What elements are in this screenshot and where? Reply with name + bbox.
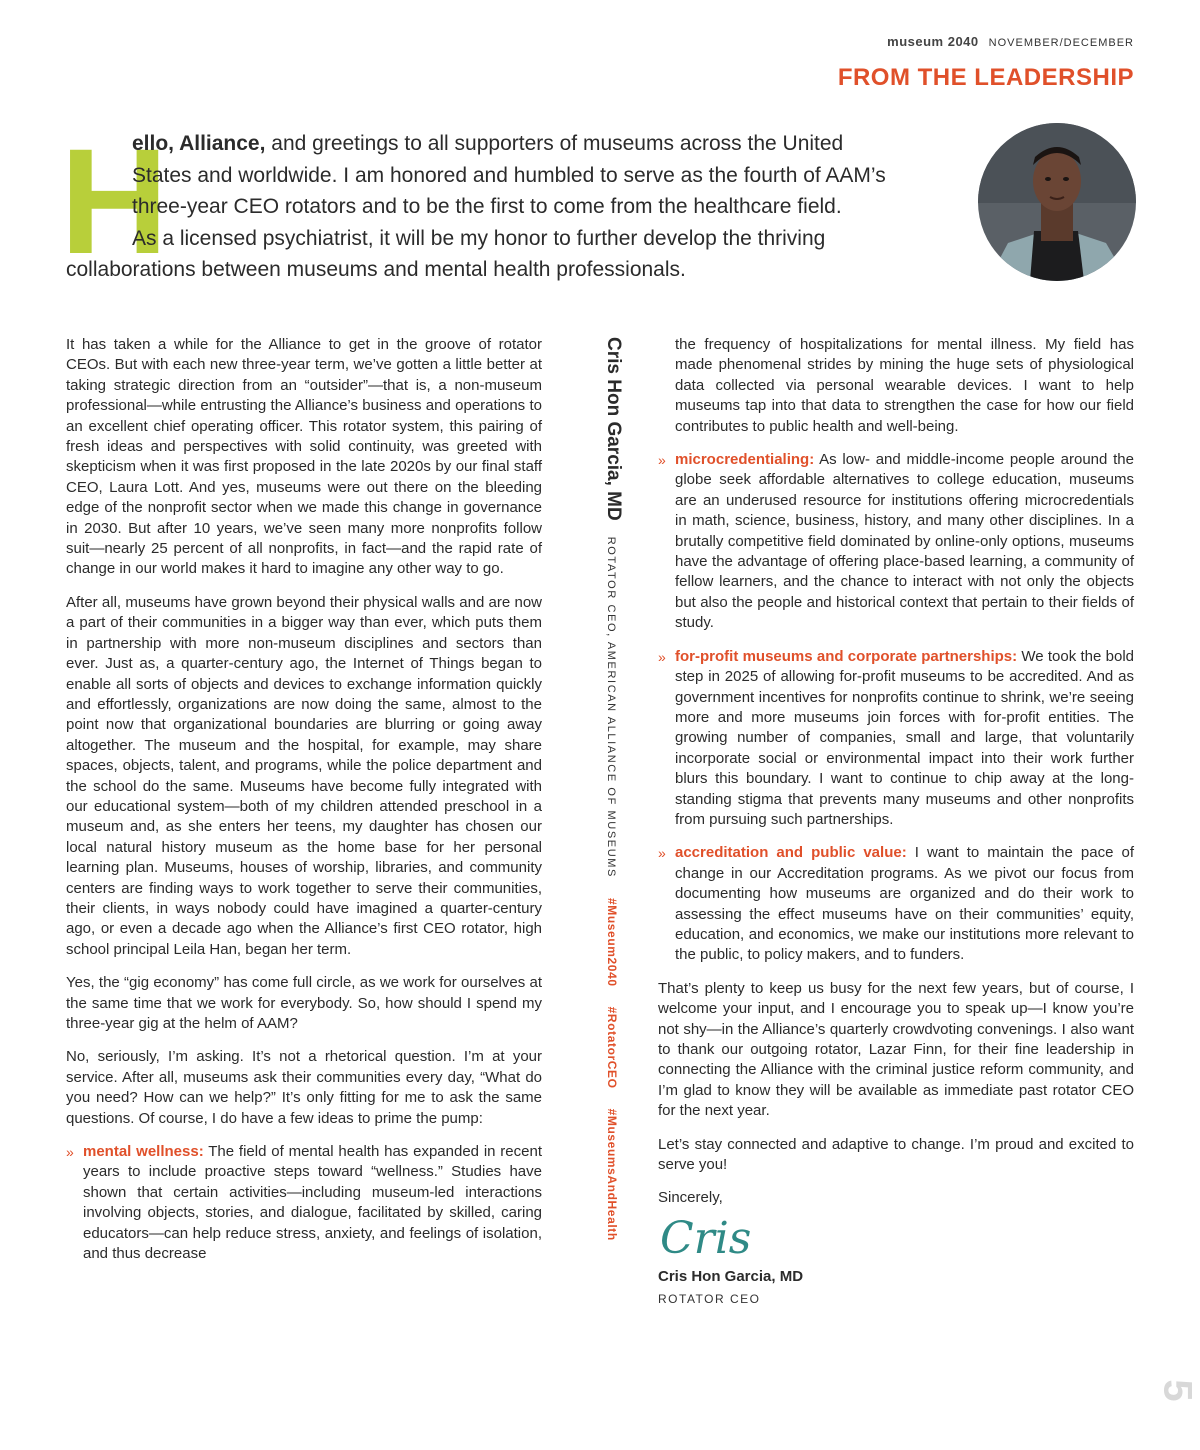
bullet-term: mental wellness: (83, 1143, 204, 1161)
masthead (887, 34, 1134, 49)
intro-line-2: States and worldwide. I am honored and humbled to serve as the fourth of AAM’s (132, 163, 886, 187)
intro-line-1-text: and greetings to all supporters of museums across the United (265, 132, 844, 155)
bullet-text: As low- and middle-income people around the globe seek affordable alternatives to college education, museums are an underused resource for institutions offering microcredentials in math, science, business, history, and many other disciplines. In a brutally competitive field dominated by online-only options, museums have the advantage of offering place-based learning, a community of fellow learners, and the chance to interact with not only the objects but also the people and historical context that pertain to their fields of study. (675, 451, 1134, 632)
sidebar-text (602, 337, 624, 1241)
closing: Sincerely, (658, 1189, 723, 1207)
author-role: ROTATOR CEO, AMERICAN ALLIANCE OF MUSEUMS (605, 536, 617, 878)
bullet-term: for-profit museums and corporate partnerships: (675, 647, 1018, 665)
bullet-text: I want to maintain the pace of change in our Accreditation programs. As we pivot our focus from documenting how museums are organized and do their work to assessing the effect museums have on their communities’ equity, education, and economics, we make our institutions more relevant to the public, to policy makers, and to funders. (675, 844, 1134, 964)
signature-text: Cris (660, 1212, 752, 1263)
body-paragraph: It has taken a while for the Alliance to get in the groove of rotator CEOs. But with each new three-year term, we’ve gotten a little better at taking strategic direction from an “outsider”—that is, a non-museum professional—while entrusting the Alliance’s business and operations to an excellent chief operating officer. This rotator system, this pairing of fresh ideas and perspectives with solid continuity, was greeted with skepticism when it was first proposed in the late 2020s by our final staff CEO, Laura Lott. And yes, museums were out there on the bleeding edge of the nonprofit sector when we made this change in governance in 2030. But after 10 years, we’ve seen many more nonprofits follow suit—nearly 25 percent of all nonprofits, in fact—and the rapid rate of change in our world makes it hard to imagine any other way to go. (66, 336, 542, 578)
intro-line-4: As a licensed psychiatrist, it will be my honor to further develop the thriving (132, 226, 826, 250)
hashtag: #MuseumsAndHealth (605, 1108, 619, 1241)
page-number: 5 (1155, 1379, 1200, 1402)
bullet-accreditation (658, 843, 1134, 965)
intro-line-5: collaborations between museums and mental health professionals. (66, 258, 686, 281)
author-sidebar (603, 337, 626, 1241)
body-paragraph: the frequency of hospitalizations for mental illness. My field has made phenomenal strides by mining the huge sets of physiological data collected via personal wearable devices. I want to help museums tap into that data to strengthen the case for how our field contributes to public health and well-being. (675, 336, 1134, 435)
author-portrait (978, 123, 1136, 281)
body-paragraph: Yes, the “gig economy” has come full circle, as we work for ourselves at the same time that we work for everybody. So, how should I spend my three-year gig at the helm of AAM? (66, 974, 542, 1032)
bullet-for-profit (658, 647, 1134, 831)
body-paragraph: That’s plenty to keep us busy for the next few years, but of course, I welcome your input, and I encourage you to speak up—I know you’re not shy—in the Alliance’s quarterly crowdvoting convenings. I also want to thank our outgoing rotator, Lazar Finn, for their fine leadership in connecting the Alliance with the criminal justice reform community, and I’m glad to know they will be available as immediate past rotator CEO for the next year. (658, 979, 1134, 1120)
hashtag: #Museum2040 (605, 897, 619, 987)
bullet-mental-wellness (66, 1142, 542, 1264)
bullet-text: We took the bold step in 2025 of allowing for-profit museums to be accredited. And as government incentives for nonprofits continue to shrink, we’re seeing more and more museums join forces with for-profit entities. The growing number of companies, small and large, that voluntarily incorporate social or environmental impact into their work further blurs this boundary. I want to continue to chip away at the long-standing stigma that prevents many museums and other nonprofits from pursuing such partnerships. (675, 647, 1134, 828)
chevron-right-icon: » (66, 1144, 74, 1161)
bullet-microcredentialing (658, 450, 1134, 634)
body-paragraph: After all, museums have grown beyond their physical walls and are now a part of their communities in a bigger way than ever, which puts them in partnership with more non-museum disciplines and sectors than ever. Just as, a quarter-century ago, the Internet of Things began to enable all sorts of objects and devices to exchange information quickly and effortlessly, organizations are now doing the same, almost to the point now that organizational boundaries are blurring or going away altogether. The museum and the hospital, for example, may share spaces, objects, talent, and programs, while the police department and the school do the same. Museums have become fully integrated with our educational system—both of my children attended preschool in a museum and, as she enters her teens, my daughter has chosen our local natural history museum as the home base for her personal learning plan. Museums, houses of worship, libraries, and community centers are finding ways to work together to serve their communities, their clients, in ways nobody could have imagined a quarter-century ago, or even a decade ago when the Alliance’s first CEO rotator, high school principal Leila Han, began her term. (66, 593, 542, 958)
body-paragraph: No, seriously, I’m asking. It’s not a rhetorical question. I’m at your service. After all, museums ask their communities every day, “What do you need? How can we help?” It’s only fitting for me to ask the same questions. Of course, I do have a few ideas to prime the pump: (66, 1048, 542, 1127)
chevron-right-icon: » (658, 648, 666, 665)
bullet-term: accreditation and public value: (675, 844, 907, 862)
author-name: Cris Hon Garcia, MD (603, 337, 624, 521)
left-column (66, 335, 542, 1277)
signature (658, 1211, 758, 1263)
issue-date: NOVEMBER/DECEMBER (988, 37, 1134, 49)
hashtag: #RotatorCEO (605, 1006, 619, 1089)
intro-line-3: three-year CEO rotators and to be the first to come from the healthcare field. (132, 195, 842, 218)
section-label: FROM THE LEADERSHIP (837, 64, 1134, 91)
signer-role: ROTATOR CEO (658, 1292, 761, 1307)
chevron-right-icon: » (658, 845, 666, 862)
intro-line-1 (66, 128, 944, 160)
body-paragraph: Let’s stay connected and adaptive to change. I’m proud and excited to serve you! (658, 1135, 1134, 1174)
right-column (658, 335, 1134, 1310)
portrait-image (978, 123, 1136, 281)
chevron-right-icon: » (658, 452, 666, 469)
signer-name: Cris Hon Garcia, MD (658, 1267, 804, 1285)
drop-cap: H (60, 117, 169, 285)
bullet-text: The field of mental health has expanded in recent years to include proactive steps toward “wellness.” Studies have shown that certain activities—including museum-led interactions involving objects, stories, and dialogue, facilitated by skilled, caring educators—can help reduce stress, anxiety, and feelings of isolation, and thus decrease (83, 1143, 542, 1263)
bullet-term: microcredentialing: (675, 451, 815, 469)
intro-greeting: ello, Alliance, (132, 132, 266, 155)
magazine-name: museum 2040 (887, 34, 979, 49)
intro-paragraph (66, 128, 944, 286)
